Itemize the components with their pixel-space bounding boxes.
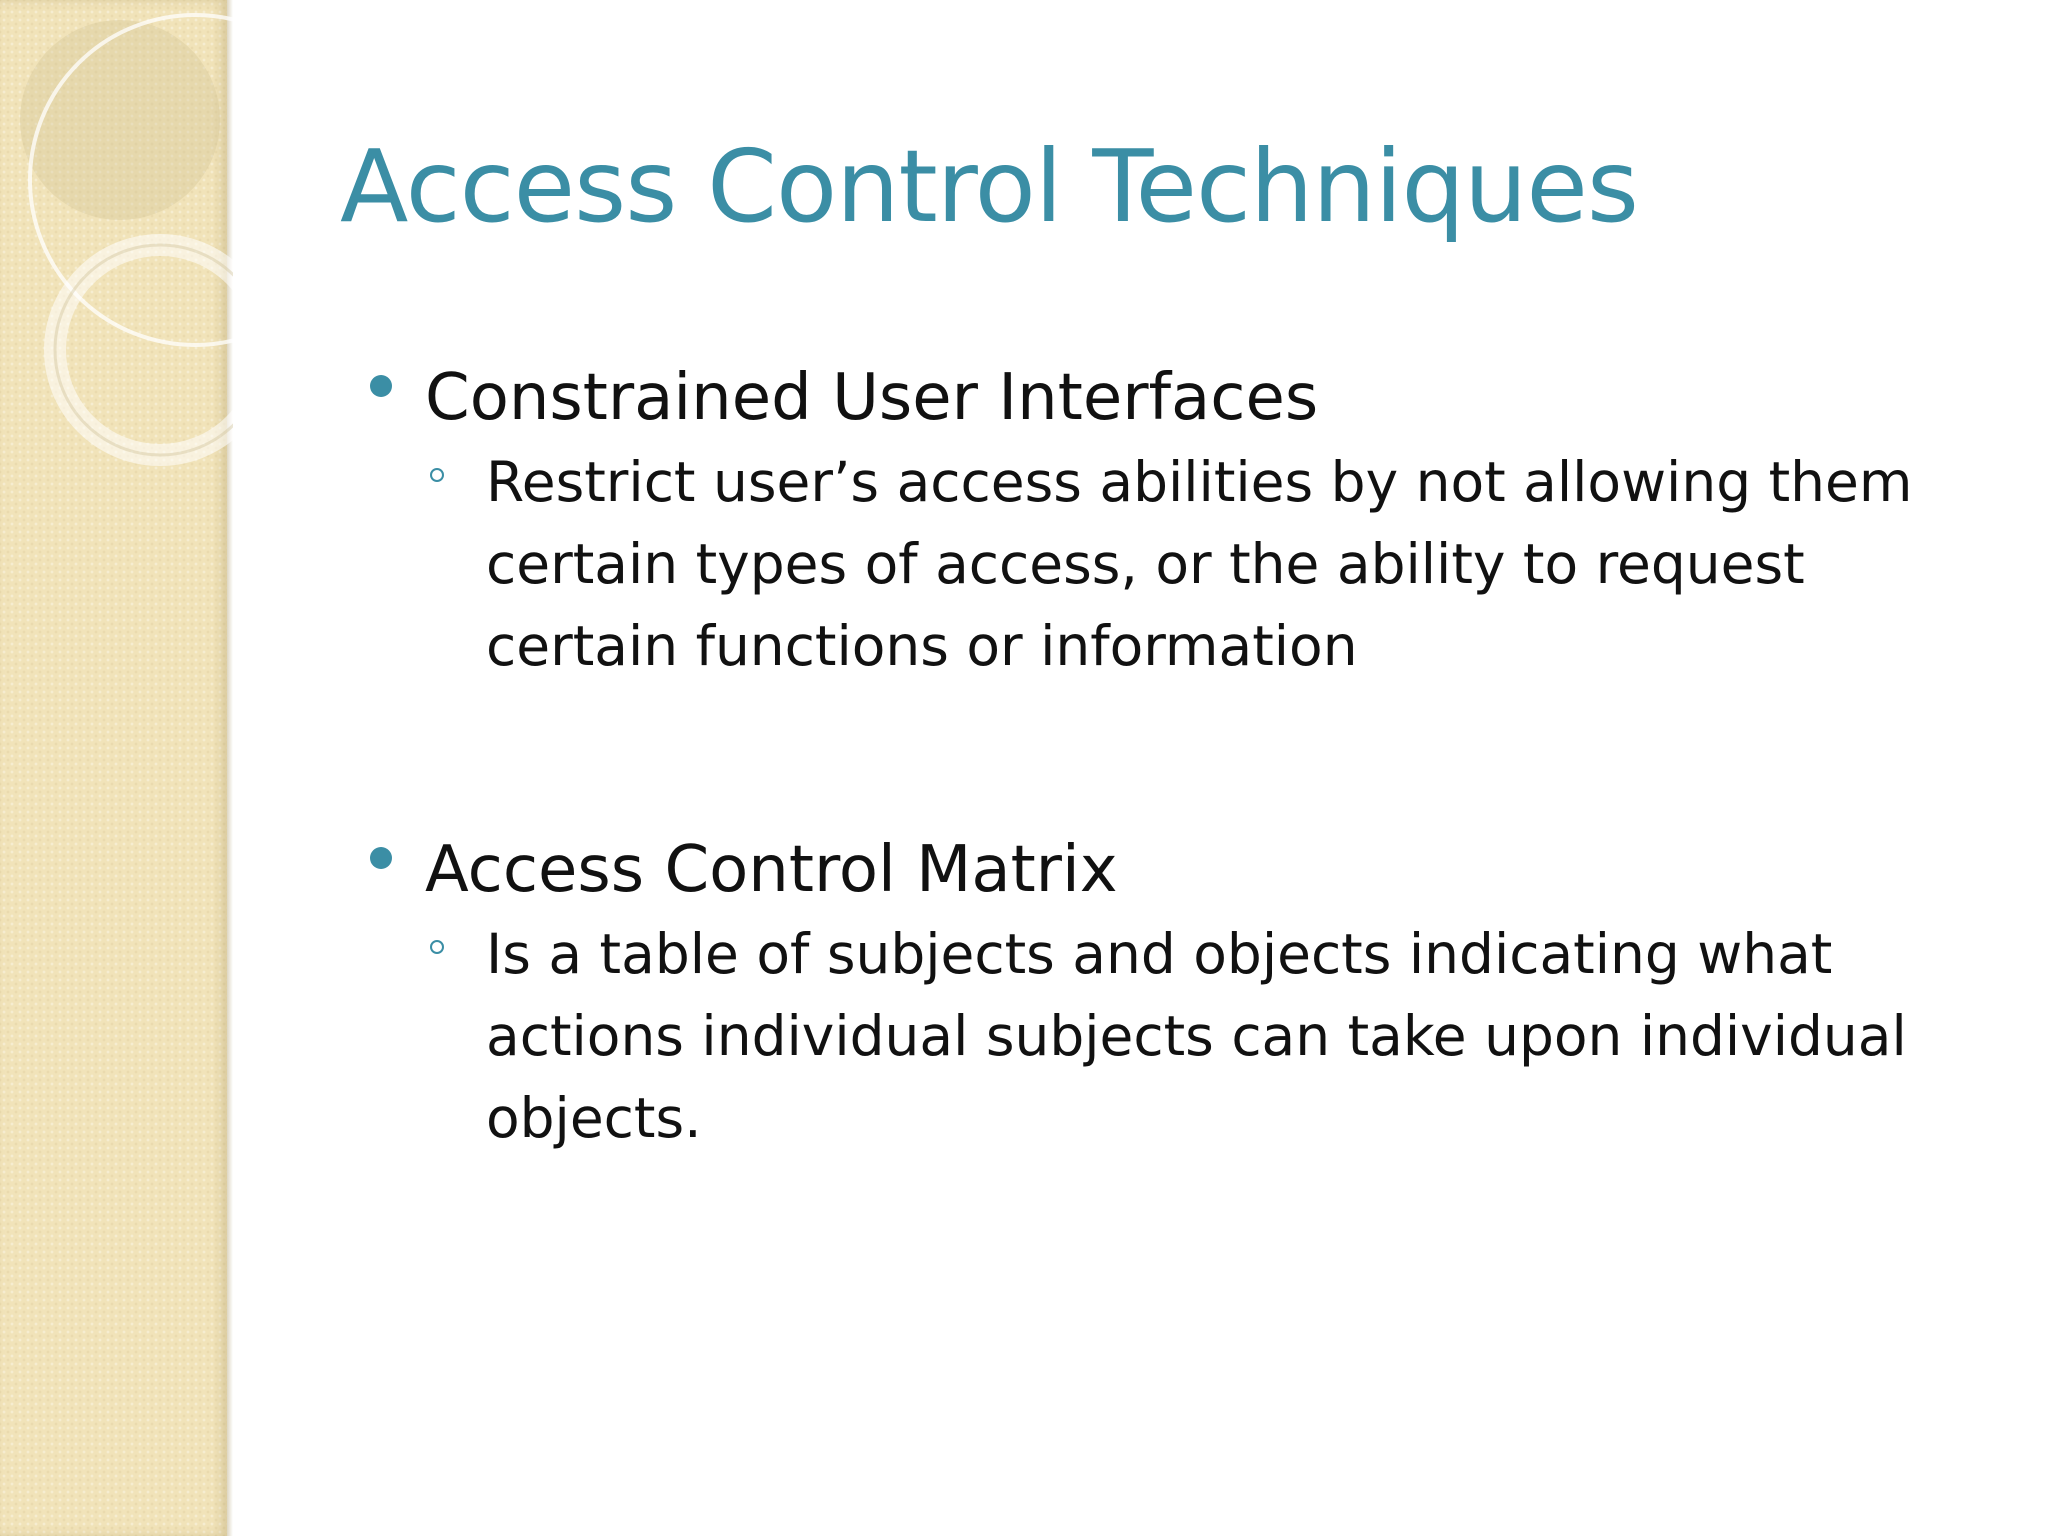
sub-bullet-circle-icon (430, 468, 444, 482)
slide-content (360, 355, 2000, 1159)
sub-bullet-item (486, 441, 2006, 687)
bullet-label: Access Control Matrix (425, 833, 1118, 907)
sub-bullet-item (486, 913, 2006, 1159)
sub-bullet-circle-icon (430, 940, 444, 954)
bullet-spacer (360, 687, 2000, 827)
sub-bullet-text: Restrict user’s access abilities by not allowing them certain types of access, or the ability to request certain functions or information (486, 450, 1913, 678)
bullet-dot-icon (370, 375, 392, 397)
bullet-label: Constrained User Interfaces (425, 361, 1319, 435)
bullet-dot-icon (370, 847, 392, 869)
decorative-rings (0, 0, 233, 520)
slide-title: Access Control Techniques (340, 128, 1638, 245)
bullet-item (360, 355, 2000, 441)
sub-bullet-text: Is a table of subjects and objects indicating what actions individual subjects can take upon individual objects. (486, 922, 1907, 1150)
bullet-item (360, 827, 2000, 913)
